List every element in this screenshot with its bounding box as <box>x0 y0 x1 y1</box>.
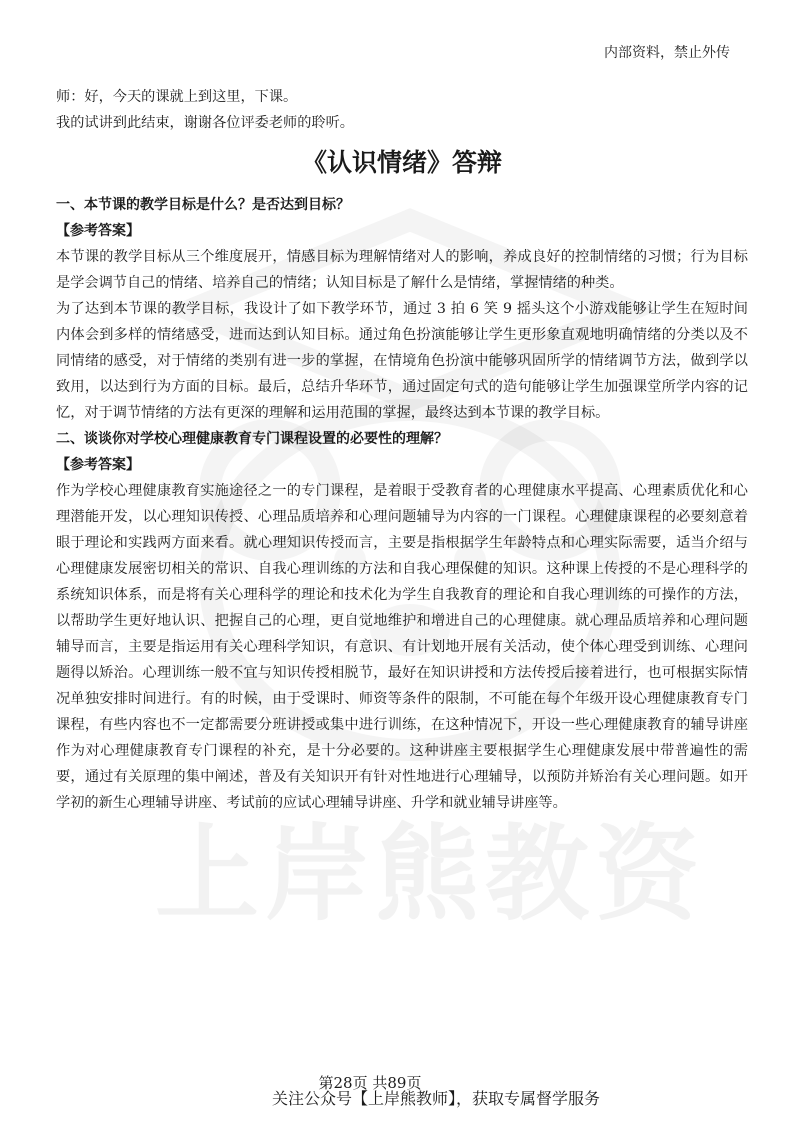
question-heading: 二、谈谈你对学校心理健康教育专门课程设置的必要性的理解？ <box>56 431 448 447</box>
question-heading: 一、本节课的教学目标是什么？是否达到目标？ <box>56 197 350 213</box>
page-title: 《认识情绪》答辩 <box>301 148 502 177</box>
intro-line: 我的试讲到此结束，谢谢各位评委老师的聆听。 <box>56 115 354 131</box>
answer-tag: 【参考答案】 <box>56 223 140 239</box>
promo-line: 关注公众号【上岸熊教师】，获取专属督学服务 <box>271 1089 600 1108</box>
answer-tag: 【参考答案】 <box>56 457 140 473</box>
confidential-note: 内部资料，禁止外传 <box>604 45 730 61</box>
watermark-text: 上岸熊教资 <box>154 813 705 935</box>
document-body <box>56 84 748 816</box>
page-number: 第28页 共89页 <box>318 1074 422 1092</box>
intro-line: 师：好，今天的课就上到这里，下课。 <box>56 89 298 105</box>
answer-paragraph: 本节课的教学目标从三个维度展开，情感目标为理解情绪对人的影响，养成良好的控制情绪的习惯；行为目标是学会调节自己的情绪、培养自己的情绪；认知目标是了解什么是情绪，掌握情绪的种类。 <box>56 249 748 291</box>
answer-paragraph: 为了达到本节课的教学目标，我设计了如下教学环节，通过 3 拍 6 笑 9 摇头这个小游戏能够让学生在短时间内体会到多样的情绪感受，进而达到认知目标。通过角色扮演能够让学生更形象直观地明确情绪的分类以及不同情绪的感受，对于情绪的类别有进一步的掌握，在情境角色扮演中能够巩固所学的情绪调节方法，做到学以致用，以达到行为方面的目标。最后，总结升华环节，通过固定句式的造句能够让学生加强课堂所学内容的记忆，对于调节情绪的方法有更深的理解和运用范围的掌握，最终达到本节课的教学目标。 <box>56 301 748 421</box>
answer-paragraph: 作为学校心理健康教育实施途径之一的专门课程，是着眼于受教育者的心理健康水平提高、心理素质优化和心理潜能开发，以心理知识传授、心理品质培养和心理问题辅导为内容的一门课程。心理健康课程的必要刻意着眼于理论和实践两方面来看。就心理知识传授而言，主要是指根据学生年龄特点和心理实际需要，适当介绍与心理健康发展密切相关的常识、自我心理训练的方法和自我心理保健的知识。这种课上传授的不是心理科学的系统知识体系，而是将有关心理科学的理论和技术化为学生自我教育的理论和自我心理训练的可操作的方法，以帮助学生更好地认识、把握自己的心理，更自觉地维护和增进自己的心理健康。就心理品质培养和心理问题辅导而言，主要是指运用有关心理科学知识，有意识、有计划地开展有关活动，使个体心理受到训练、心理问题得以矫治。心理训练一般不宜与知识传授相脱节，最好在知识讲授和方法传授后接着进行，也可根据实际情况单独安排时间进行。有的时候，由于受课时、师资等条件的限制，不可能在每个年级开设心理健康教育专门课程，有些内容也不一定都需要分班讲授或集中进行训练，在这种情况下，开设一些心理健康教育的辅导讲座作为对心理健康教育专门课程的补充，是十分必要的。这种讲座主要根据学生心理健康发展中带普遍性的需要，通过有关原理的集中阐述，普及有关知识开有针对性地进行心理辅导，以预防并矫治有关心理问题。如开学初的新生心理辅导讲座、考试前的应试心理辅导讲座、升学和就业辅导讲座等。 <box>56 483 748 811</box>
